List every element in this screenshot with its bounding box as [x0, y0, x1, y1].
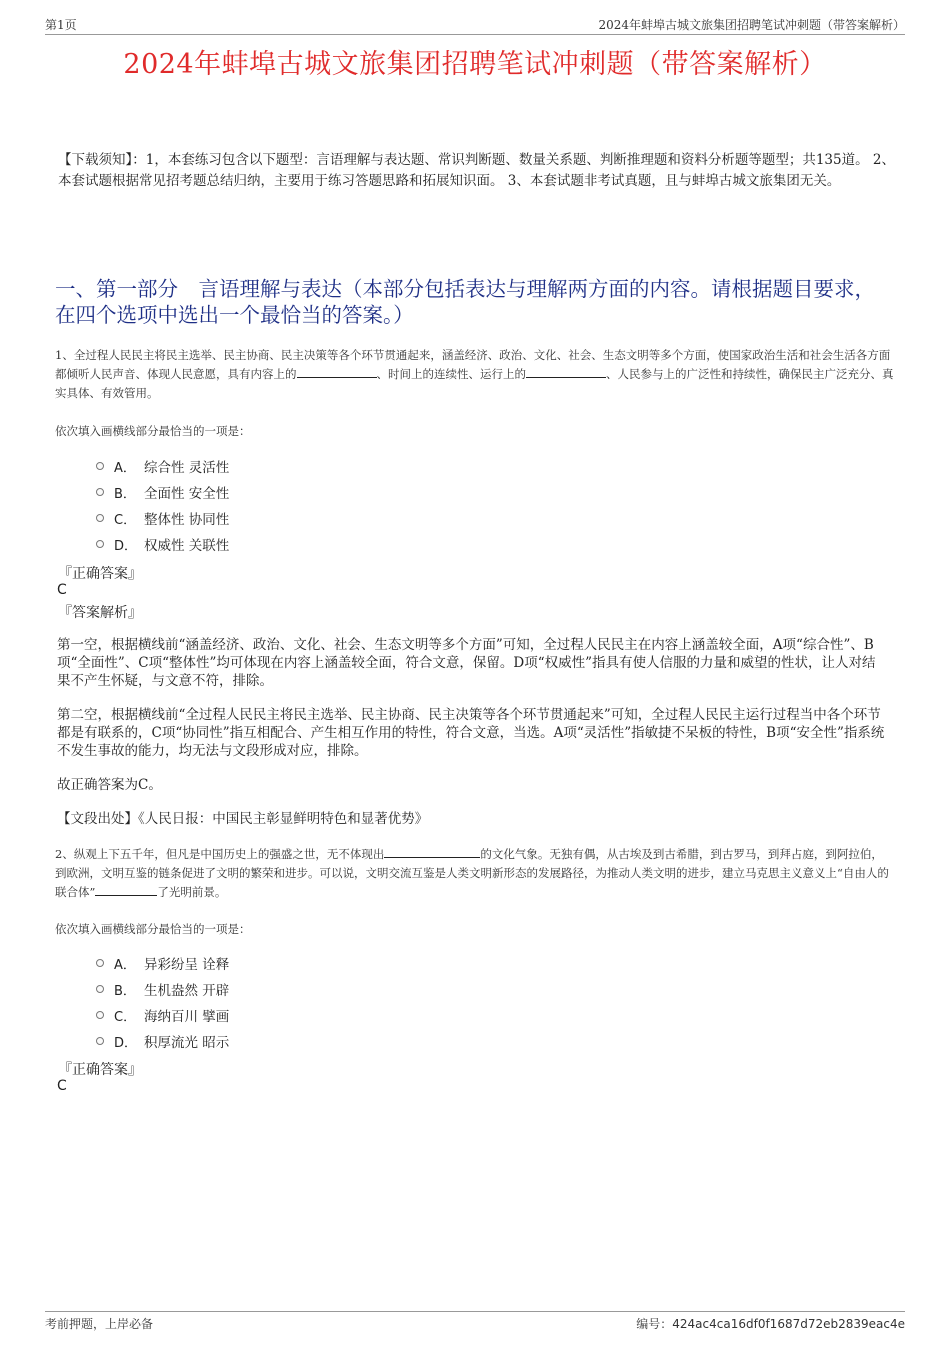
question-1-text: 1、全过程人民民主将民主选举、民主协商、民主决策等各个环节贯通起来，涵盖经济、政治、文化、社会、生态文明等多个方面，使国家政治生活和社会生活各方面都倾听人民声音、体现人民意愿，具有内容上的 、时间上的连续性、运行上的 、人民参与上的广泛性和持续性，确保民主广泛充分、真实具体、有效管用。 — [55, 348, 894, 400]
footer-slogan: 考前押题，上岸必备 — [45, 1317, 154, 1331]
blank-line — [95, 883, 157, 896]
correct-answer: C — [57, 582, 67, 598]
question-2-text: 2、纵观上下五千年，但凡是中国历史上的强盛之世，无不体现出 的文化气象。无独有偶，从古埃及到古希腊，到古罗马，到拜占庭，到阿拉伯，到欧洲，文明互鉴的链条促进了文明的繁荣和进步。可以说，文明交流互鉴是人类文明新形态的发展路径，为推动人类文明的进步，建立马克思主义意义上“自由人的联合体” 了光明前景。 — [55, 847, 889, 899]
option-d[interactable]: D． 权威性 关联性 — [96, 531, 229, 557]
analysis-paragraph-2: 第二空，根据横线前“全过程人民民主将民主选举、民主协商、民主决策等各个环节贯通起来”可知，全过程人民民主运行过程当中各个环节都是有联系的，C项“协同性”指互相配合、产生相互作用的特性，符合文意，当选。A项“灵活性”指敏捷不呆板的特性，B项“安全性”指系统不发生事故的能力，均无法与文段形成对应，排除。 — [57, 707, 885, 759]
radio-icon[interactable] — [96, 1037, 104, 1045]
radio-icon[interactable] — [96, 514, 104, 522]
question-2-prompt: 依次填入画横线部分最恰当的一项是： — [55, 922, 251, 936]
correct-answer-label: 『正确答案』 — [58, 1062, 142, 1078]
radio-icon[interactable] — [96, 1011, 104, 1019]
option-a[interactable]: A． 异彩纷呈 诠释 — [96, 950, 229, 976]
radio-icon[interactable] — [96, 959, 104, 967]
question-2-options — [96, 950, 229, 1054]
correct-answer-label: 『正确答案』 — [58, 566, 142, 582]
correct-answer: C — [57, 1078, 67, 1094]
question-1-prompt: 依次填入画横线部分最恰当的一项是： — [55, 424, 251, 438]
download-notice: 【下载须知】：1，本套练习包含以下题型：言语理解与表达题、常识判断题、数量关系题、判断推理题和资料分析题等题型；共135道。 2、本套试题根据常见招考题总结归纳，主要用于练习答题思路和拓展知识面。 3、本套试题非考试真题，且与蚌埠古城文旅集团无关。 — [58, 152, 895, 189]
blank-line — [297, 365, 377, 378]
blank-line — [384, 845, 480, 858]
analysis-conclusion: 故正确答案为C。 — [57, 777, 162, 793]
header-doc-name: 2024年蚌埠古城文旅集团招聘笔试冲刺题（带答案解析） — [598, 18, 905, 32]
section-title: 一、第一部分 言语理解与表达（本部分包括表达与理解两方面的内容。请根据题目要求，在四个选项中选出一个最恰当的答案。） — [55, 277, 875, 327]
page-header — [45, 14, 905, 35]
option-c[interactable]: C． 海纳百川 擘画 — [96, 1002, 229, 1028]
page-footer — [45, 1311, 905, 1332]
radio-icon[interactable] — [96, 462, 104, 470]
question-1-options — [96, 453, 229, 557]
radio-icon[interactable] — [96, 985, 104, 993]
radio-icon[interactable] — [96, 488, 104, 496]
radio-icon[interactable] — [96, 540, 104, 548]
option-c[interactable]: C． 整体性 协同性 — [96, 505, 229, 531]
option-d[interactable]: D． 积厚流光 昭示 — [96, 1028, 229, 1054]
blank-line — [526, 365, 606, 378]
option-a[interactable]: A． 综合性 灵活性 — [96, 453, 229, 479]
page-number: 第1页 — [45, 18, 77, 32]
document-code: 编号：424ac4ca16df0f1687d72eb2839eac4e — [636, 1317, 905, 1331]
option-b[interactable]: B． 生机盎然 开辟 — [96, 976, 229, 1002]
analysis-label: 『答案解析』 — [58, 605, 142, 621]
passage-source: 【文段出处】《人民日报：中国民主彰显鲜明特色和显著优势》 — [57, 811, 429, 827]
analysis-paragraph-1: 第一空，根据横线前“涵盖经济、政治、文化、社会、生态文明等多个方面”可知，全过程人民民主在内容上涵盖较全面，A项“综合性”、B项“全面性”、C项“整体性”均可体现在内容上涵盖较全面，符合文意，保留。D项“权威性”指具有使人信服的力量和威望的性状，让人对结果不产生怀疑，与文意不符，排除。 — [57, 637, 876, 689]
document-title: 2024年蚌埠古城文旅集团招聘笔试冲刺题（带答案解析） — [123, 49, 827, 80]
option-b[interactable]: B． 全面性 安全性 — [96, 479, 229, 505]
